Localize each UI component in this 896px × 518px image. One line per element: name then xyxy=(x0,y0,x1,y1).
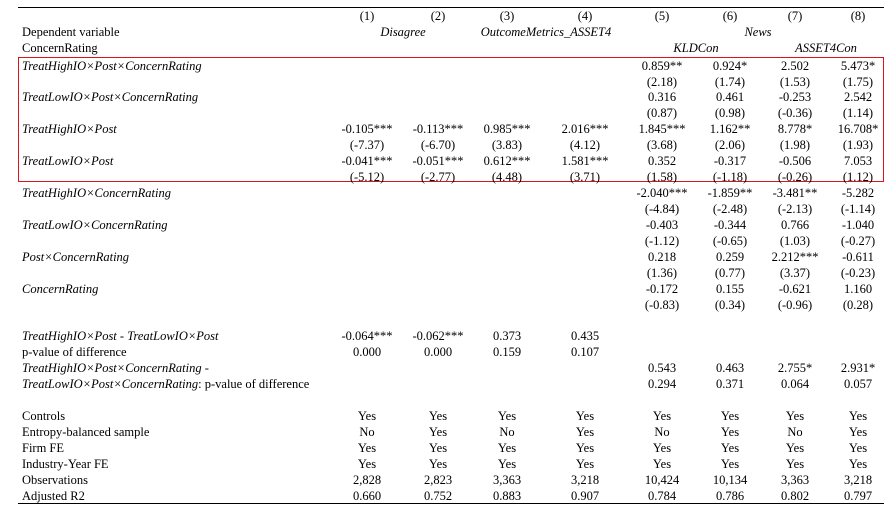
diff-cell: 0.463 xyxy=(715,361,745,375)
col-number: (5) xyxy=(654,9,670,23)
tstat-cell: (0.34) xyxy=(714,298,746,312)
coef-cell: -0.041*** xyxy=(341,154,393,168)
p-value-cell: 0.159 xyxy=(492,345,522,359)
diff-cell: 0.435 xyxy=(570,329,600,343)
coef-cell: 2.542 xyxy=(843,90,873,104)
row-label: Post×ConcernRating xyxy=(22,250,130,264)
footer-cell: Yes xyxy=(652,441,672,455)
footer-label: Controls xyxy=(22,409,66,423)
coef-cell: 7.053 xyxy=(843,154,873,168)
footer-cell: Yes xyxy=(848,409,868,423)
p-value-cell: 0.107 xyxy=(570,345,600,359)
coef-cell: 16.708* xyxy=(837,122,879,136)
footer-cell: Yes xyxy=(848,457,868,471)
footer-cell: 3,218 xyxy=(570,473,600,487)
tstat-cell: (3.37) xyxy=(779,266,811,280)
col-number: (6) xyxy=(722,9,738,23)
coef-cell: 0.218 xyxy=(647,250,677,264)
disagree-header: Disagree xyxy=(380,25,426,39)
footer-cell: 0.907 xyxy=(570,489,600,503)
tstat-cell: (1.53) xyxy=(779,75,811,89)
row-label: TreatHighIO×Post xyxy=(22,122,117,136)
footer-cell: No xyxy=(654,425,670,439)
footer-cell: Yes xyxy=(497,457,517,471)
coef-cell: -0.621 xyxy=(778,282,812,296)
coef-cell: -2.040*** xyxy=(636,186,688,200)
diff-cell: 2.755* xyxy=(777,361,813,375)
coef-cell: -3.481** xyxy=(772,186,818,200)
footer-cell: Yes xyxy=(575,441,595,455)
col-number: (7) xyxy=(787,9,803,23)
coef-cell: -0.051*** xyxy=(412,154,464,168)
coef-cell: -0.344 xyxy=(713,218,747,232)
coef-cell: 5.473* xyxy=(840,59,876,73)
footer-cell: Yes xyxy=(575,425,595,439)
asset4con-header: ASSET4Con xyxy=(795,41,857,55)
footer-cell: 3,218 xyxy=(843,473,873,487)
p-value-cell: 0.057 xyxy=(843,377,873,391)
footer-label: Entropy-balanced sample xyxy=(22,425,150,439)
footer-cell: 0.752 xyxy=(423,489,453,503)
p-value-cell: 0.000 xyxy=(423,345,453,359)
tstat-cell: (3.71) xyxy=(569,170,601,184)
concern-rating-label: ConcernRating xyxy=(22,41,98,55)
footer-cell: 2,823 xyxy=(423,473,453,487)
col-number: (3) xyxy=(499,9,515,23)
footer-cell: 3,363 xyxy=(492,473,522,487)
tstat-cell: (-2.77) xyxy=(420,170,456,184)
top-rule xyxy=(18,7,884,8)
tstat-cell: (-6.70) xyxy=(420,138,456,152)
coef-cell: -1.859** xyxy=(707,186,753,200)
coef-cell: 0.612*** xyxy=(483,154,531,168)
coef-cell: 2.502 xyxy=(780,59,810,73)
dependent-variable-label: Dependent variable xyxy=(22,25,120,39)
row-label: TreatLowIO×Post xyxy=(22,154,114,168)
tstat-cell: (2.18) xyxy=(646,75,678,89)
coef-cell: 1.845*** xyxy=(638,122,686,136)
footer-cell: Yes xyxy=(357,409,377,423)
coef-cell: 0.352 xyxy=(647,154,677,168)
tstat-cell: (1.93) xyxy=(842,138,874,152)
tstat-cell: (1.74) xyxy=(714,75,746,89)
diff-cell: 0.373 xyxy=(492,329,522,343)
tstat-cell: (-0.36) xyxy=(777,106,813,120)
tstat-cell: (-1.14) xyxy=(840,202,876,216)
footer-cell: Yes xyxy=(720,409,740,423)
coef-cell: -0.403 xyxy=(645,218,679,232)
tstat-cell: (-7.37) xyxy=(349,138,385,152)
coef-cell: -1.040 xyxy=(841,218,875,232)
coef-cell: 2.016*** xyxy=(561,122,609,136)
bottom-rule xyxy=(18,503,884,504)
tstat-cell: (1.12) xyxy=(842,170,874,184)
tstat-cell: (1.98) xyxy=(779,138,811,152)
footer-cell: 10,134 xyxy=(712,473,748,487)
tstat-cell: (-1.12) xyxy=(644,234,680,248)
p-value-label-rest: : p-value of difference xyxy=(198,377,310,391)
tstat-cell: (1.03) xyxy=(779,234,811,248)
tstat-cell: (-0.27) xyxy=(840,234,876,248)
coef-cell: -0.253 xyxy=(778,90,812,104)
tstat-cell: (2.06) xyxy=(714,138,746,152)
footer-cell: 3,363 xyxy=(780,473,810,487)
row-label: TreatLowIO×ConcernRating xyxy=(22,218,168,232)
coef-cell: -0.611 xyxy=(842,250,874,264)
footer-cell: No xyxy=(359,425,375,439)
diff-cell: 0.543 xyxy=(647,361,677,375)
diff-cell: -0.064*** xyxy=(341,329,393,343)
footer-cell: 2,828 xyxy=(352,473,382,487)
footer-cell: 10,424 xyxy=(644,473,680,487)
coef-cell: 1.581*** xyxy=(561,154,609,168)
coef-cell: 1.162** xyxy=(709,122,751,136)
footer-cell: 0.797 xyxy=(843,489,873,503)
col-number: (4) xyxy=(577,9,593,23)
coef-cell: 0.766 xyxy=(780,218,810,232)
coef-cell: -0.105*** xyxy=(341,122,393,136)
tstat-cell: (0.28) xyxy=(842,298,874,312)
footer-cell: Yes xyxy=(720,457,740,471)
coef-cell: -5.282 xyxy=(841,186,875,200)
row-label: TreatHighIO×ConcernRating xyxy=(22,186,171,200)
col-number: (2) xyxy=(430,9,446,23)
kldcon-header: KLDCon xyxy=(673,41,719,55)
footer-cell: Yes xyxy=(428,441,448,455)
tstat-cell: (-2.48) xyxy=(712,202,748,216)
tstat-cell: (-0.23) xyxy=(840,266,876,280)
footer-label: Firm FE xyxy=(22,441,65,455)
tstat-cell: (-2.13) xyxy=(777,202,813,216)
coef-cell: 0.316 xyxy=(647,90,677,104)
footer-cell: Yes xyxy=(785,457,805,471)
footer-cell: Yes xyxy=(428,425,448,439)
footer-cell: 0.802 xyxy=(780,489,810,503)
footer-cell: Yes xyxy=(428,409,448,423)
footer-label: Industry-Year FE xyxy=(22,457,109,471)
footer-cell: Yes xyxy=(848,441,868,455)
tstat-cell: (-4.84) xyxy=(644,202,680,216)
footer-cell: 0.883 xyxy=(492,489,522,503)
tstat-cell: (1.36) xyxy=(646,266,678,280)
p-value-cell: 0.294 xyxy=(647,377,677,391)
tstat-cell: (-0.83) xyxy=(644,298,680,312)
tstat-cell: (0.98) xyxy=(714,106,746,120)
footer-cell: Yes xyxy=(357,457,377,471)
footer-cell: 0.660 xyxy=(352,489,382,503)
coef-cell: 0.259 xyxy=(715,250,745,264)
diff-cell: 2.931* xyxy=(840,361,876,375)
footer-cell: Yes xyxy=(785,441,805,455)
p-value-cell: 0.371 xyxy=(715,377,745,391)
tstat-cell: (0.87) xyxy=(646,106,678,120)
footer-cell: Yes xyxy=(497,441,517,455)
p-value-cell: 0.000 xyxy=(352,345,382,359)
tstat-cell: (-1.18) xyxy=(712,170,748,184)
coef-cell: 0.985*** xyxy=(483,122,531,136)
coef-cell: 8.778* xyxy=(777,122,813,136)
footer-label: Observations xyxy=(22,473,88,487)
tstat-cell: (-0.65) xyxy=(712,234,748,248)
footer-cell: 0.784 xyxy=(647,489,677,503)
p-value-label: p-value of difference xyxy=(22,345,127,359)
diff-label: TreatHighIO×Post - TreatLowIO×Post xyxy=(22,329,219,343)
footer-cell: Yes xyxy=(497,409,517,423)
footer-cell: Yes xyxy=(652,409,672,423)
footer-cell: Yes xyxy=(848,425,868,439)
footer-cell: Yes xyxy=(785,409,805,423)
col-number: (8) xyxy=(850,9,866,23)
coef-cell: 0.461 xyxy=(715,90,745,104)
footer-cell: Yes xyxy=(720,441,740,455)
footer-cell: No xyxy=(787,425,803,439)
coef-cell: 0.155 xyxy=(715,282,745,296)
tstat-cell: (1.75) xyxy=(842,75,874,89)
tstat-cell: (0.77) xyxy=(714,266,746,280)
coef-cell: -0.317 xyxy=(713,154,747,168)
footer-label: Adjusted R2 xyxy=(22,489,85,503)
col-number: (1) xyxy=(359,9,375,23)
coef-cell: -0.113*** xyxy=(412,122,464,136)
footer-cell: Yes xyxy=(720,425,740,439)
coef-cell: -0.506 xyxy=(778,154,812,168)
p-value-cell: 0.064 xyxy=(780,377,810,391)
coef-cell: 2.212*** xyxy=(771,250,819,264)
tstat-cell: (1.14) xyxy=(842,106,874,120)
p-value-label-italic: TreatLowIO×Post×ConcernRating xyxy=(22,377,199,391)
footer-cell: 0.786 xyxy=(715,489,745,503)
coef-cell: -0.172 xyxy=(645,282,679,296)
row-label: ConcernRating xyxy=(22,282,99,296)
tstat-cell: (1.58) xyxy=(646,170,678,184)
coef-cell: 0.859** xyxy=(641,59,683,73)
tstat-cell: (-0.26) xyxy=(777,170,813,184)
tstat-cell: (-5.12) xyxy=(349,170,385,184)
footer-cell: Yes xyxy=(428,457,448,471)
footer-cell: Yes xyxy=(575,409,595,423)
row-label: TreatHighIO×Post×ConcernRating xyxy=(22,59,202,73)
outcome-metrics-header: OutcomeMetrics_ASSET4 xyxy=(480,25,612,39)
diff-cell: -0.062*** xyxy=(412,329,464,343)
p-value-label xyxy=(22,377,309,392)
tstat-cell: (3.83) xyxy=(491,138,523,152)
footer-cell: Yes xyxy=(575,457,595,471)
row-label: TreatLowIO×Post×ConcernRating xyxy=(22,90,199,104)
tstat-cell: (4.12) xyxy=(569,138,601,152)
news-header: News xyxy=(744,25,772,39)
coef-cell: 0.924* xyxy=(712,59,748,73)
footer-cell: Yes xyxy=(357,441,377,455)
tstat-cell: (3.68) xyxy=(646,138,678,152)
footer-cell: Yes xyxy=(652,457,672,471)
tstat-cell: (-0.96) xyxy=(777,298,813,312)
diff-label: TreatHighIO×Post×ConcernRating - xyxy=(22,361,209,375)
tstat-cell: (4.48) xyxy=(491,170,523,184)
coef-cell: 1.160 xyxy=(843,282,873,296)
footer-cell: No xyxy=(499,425,515,439)
